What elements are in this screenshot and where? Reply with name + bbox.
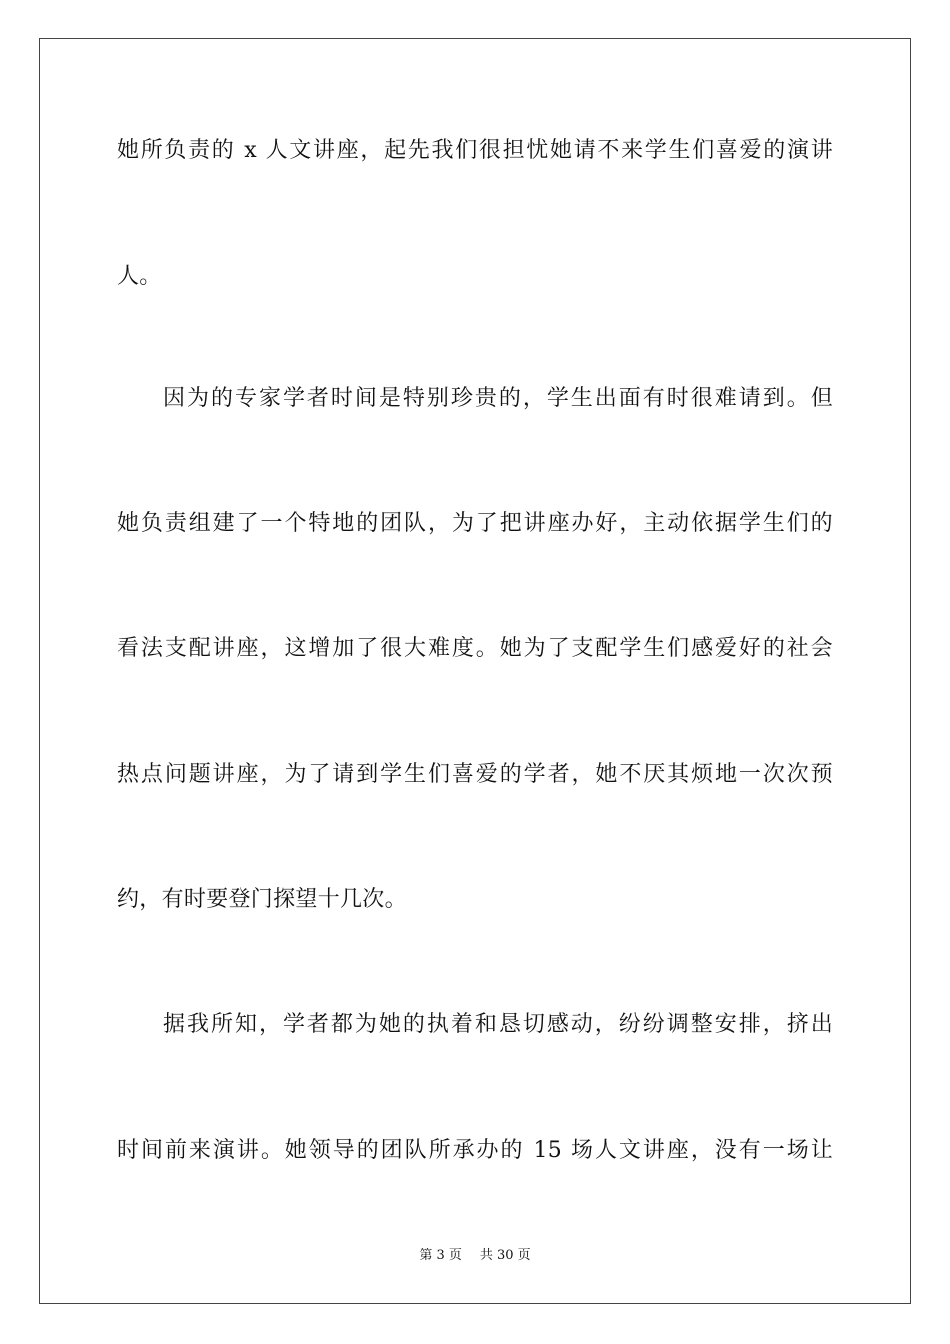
- paragraph-line: 因为的专家学者时间是特别珍贵的，学生出面有时很难请到。但: [163, 386, 833, 411]
- paragraph-line: 约，有时要登门探望十几次。: [117, 887, 407, 912]
- page-number: 第 3 页: [419, 1248, 462, 1263]
- paragraph-line: 时间前来演讲。她领导的团队所承办的 15 场人文讲座，没有一场让: [117, 1138, 833, 1163]
- paragraph-line: 她负责组建了一个特地的团队，为了把讲座办好，主动依据学生们的: [117, 511, 833, 536]
- page-footer: [0, 1247, 950, 1265]
- paragraph-line: 人。: [117, 264, 162, 289]
- page-total: 共 30 页: [479, 1248, 531, 1263]
- paragraph-line: 据我所知，学者都为她的执着和恳切感动，纷纷调整安排，挤出: [163, 1012, 833, 1037]
- page-border: [39, 38, 911, 1304]
- paragraph-line: 她所负责的 x 人文讲座，起先我们很担忧她请不来学生们喜爱的演讲: [117, 138, 833, 163]
- paragraph-line: 热点问题讲座，为了请到学生们喜爱的学者，她不厌其烦地一次次预: [117, 762, 833, 787]
- paragraph-line: 看法支配讲座，这增加了很大难度。她为了支配学生们感爱好的社会: [117, 636, 833, 661]
